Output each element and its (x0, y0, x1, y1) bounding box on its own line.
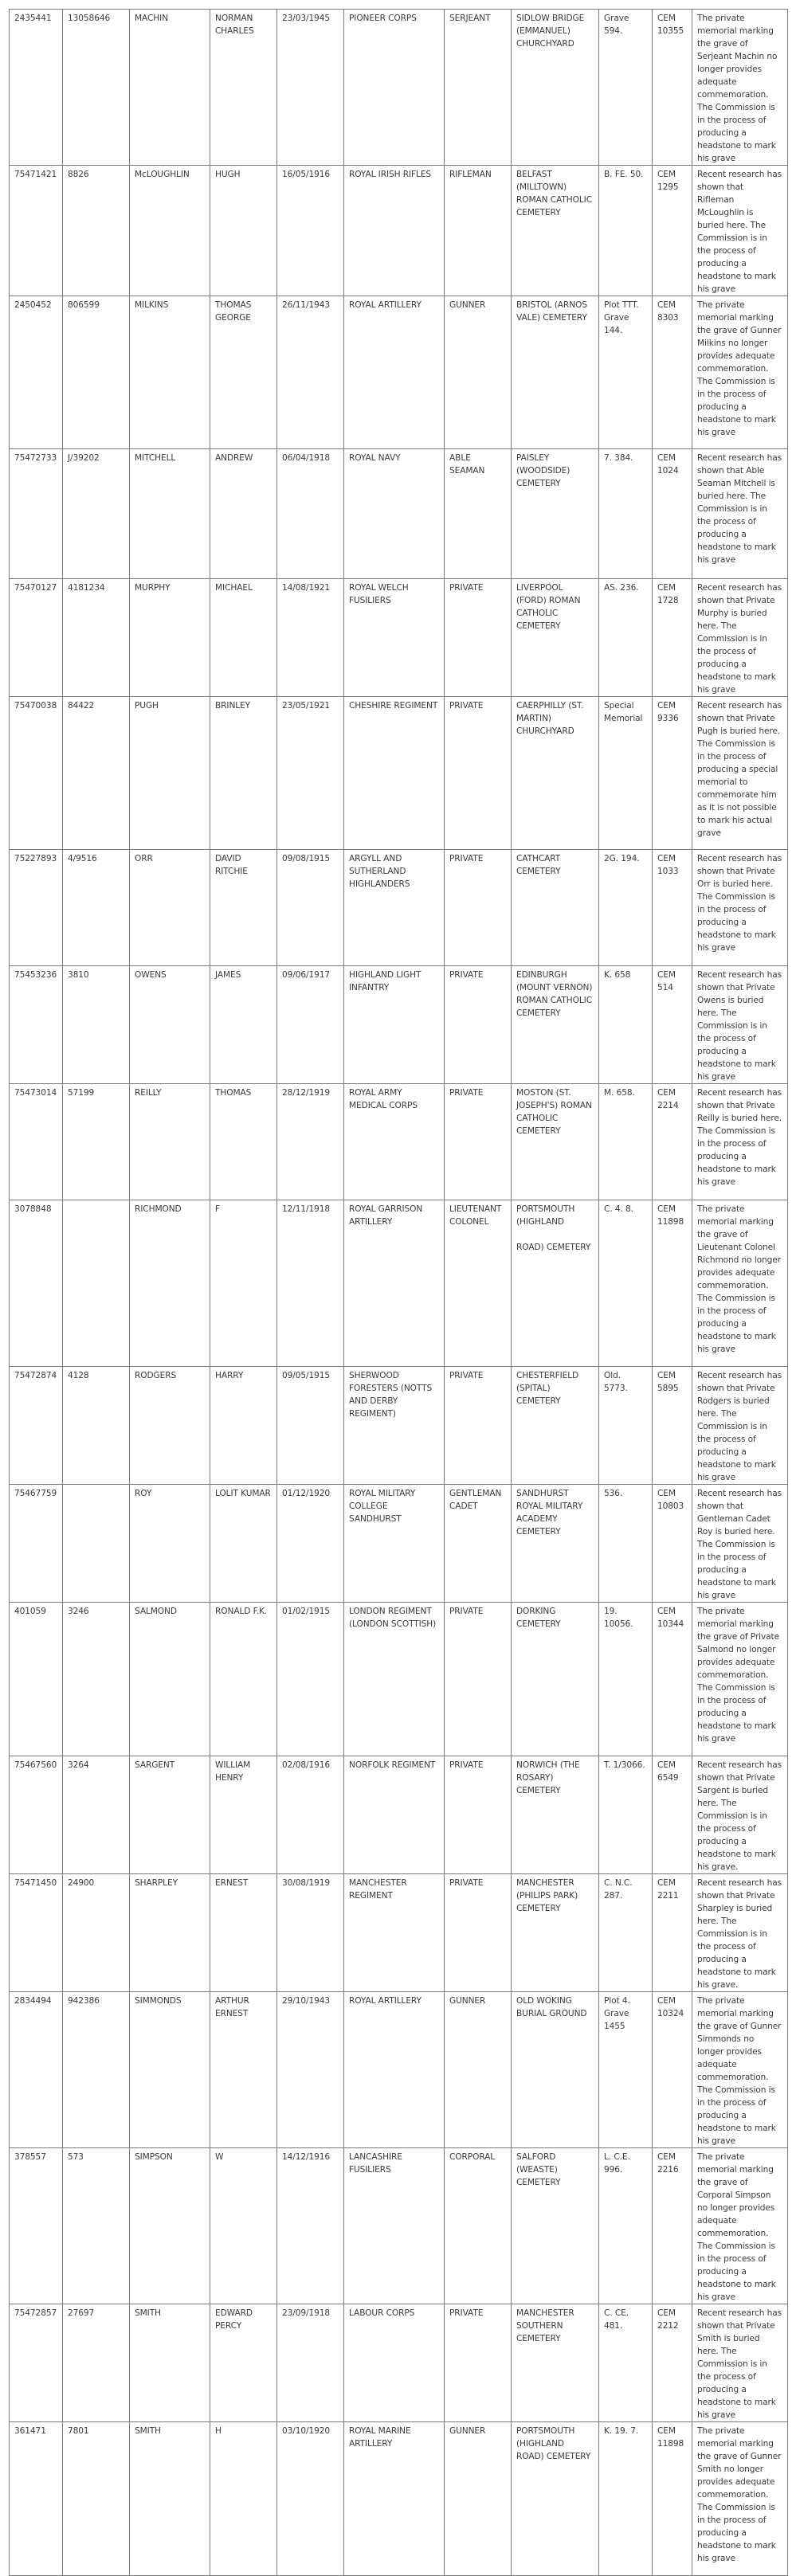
table-body (10, 10, 788, 2576)
cemetery-reference-cell: CEM 11898 (653, 2422, 692, 2576)
rank-cell: CORPORAL (445, 2148, 512, 2304)
casualty-id-cell: 75471450 (10, 1874, 63, 1992)
date-of-death-cell: 03/10/1920 (277, 2422, 344, 2576)
cemetery-reference-cell: CEM 2212 (653, 2304, 692, 2422)
notes-cell: Recent research has shown that Private Murphy is buried here. The Commission is in the process of producing a headstone to mark his grave (692, 579, 788, 697)
date-of-death-cell: 23/09/1918 (277, 2304, 344, 2422)
notes-cell: Recent research has shown that Private Reilly is buried here. The Commission is in the process of producing a headstone to mark his grave (692, 1084, 788, 1200)
cemetery-reference-cell: CEM 2214 (653, 1084, 692, 1200)
date-of-death-cell: 29/10/1943 (277, 1992, 344, 2148)
casualty-id-cell: 2834494 (10, 1992, 63, 2148)
service-number-cell (63, 1200, 130, 1367)
casualty-id-cell: 75227893 (10, 850, 63, 966)
table-row (10, 579, 788, 697)
service-number-cell: 4128 (63, 1367, 130, 1485)
service-number-cell: 84422 (63, 697, 130, 850)
cemetery-cell: MANCHESTER SOUTHERN CEMETERY (512, 2304, 599, 2422)
table-row (10, 166, 788, 296)
grave-reference-cell: B. FE. 50. (599, 166, 653, 296)
casualty-id-cell: 75473014 (10, 1084, 63, 1200)
cemetery-reference-cell: CEM 2216 (653, 2148, 692, 2304)
cemetery-reference-cell: CEM 2211 (653, 1874, 692, 1992)
casualty-id-cell: 401059 (10, 1603, 63, 1756)
grave-reference-cell: Plot TTT. Grave 144. (599, 296, 653, 449)
forenames-cell: JAMES (210, 966, 277, 1084)
regiment-cell: SHERWOOD FORESTERS (NOTTS AND DERBY REGIMENT) (344, 1367, 445, 1485)
forenames-cell: THOMAS (210, 1084, 277, 1200)
surname-cell: SMITH (130, 2304, 210, 2422)
rank-cell: GUNNER (445, 1992, 512, 2148)
grave-reference-cell: Plot 4. Grave 1455 (599, 1992, 653, 2148)
table-row (10, 1485, 788, 1603)
table-row (10, 2422, 788, 2576)
notes-cell: Recent research has shown that Private Rodgers is buried here. The Commission is in the process of producing a headstone to mark his grave (692, 1367, 788, 1485)
service-number-cell: 942386 (63, 1992, 130, 2148)
surname-cell: MILKINS (130, 296, 210, 449)
date-of-death-cell: 12/11/1918 (277, 1200, 344, 1367)
casualty-id-cell: 3078848 (10, 1200, 63, 1367)
grave-reference-cell: C. 4. 8. (599, 1200, 653, 1367)
forenames-cell: DAVID RITCHIE (210, 850, 277, 966)
table-row (10, 296, 788, 449)
surname-cell: PUGH (130, 697, 210, 850)
casualty-id-cell: 75467759 (10, 1485, 63, 1603)
service-number-cell: 4181234 (63, 579, 130, 697)
cemetery-reference-cell: CEM 10324 (653, 1992, 692, 2148)
service-number-cell: 27697 (63, 2304, 130, 2422)
notes-cell: The private memorial marking the grave of Gunner Simmonds no longer provides adequate commemoration. The Commission is in the process of producing a headstone to mark his grave (692, 1992, 788, 2148)
regiment-cell: LONDON REGIMENT (LONDON SCOTTISH) (344, 1603, 445, 1756)
date-of-death-cell: 14/08/1921 (277, 579, 344, 697)
surname-cell: SIMMONDS (130, 1992, 210, 2148)
rank-cell: PRIVATE (445, 1603, 512, 1756)
rank-cell: GENTLEMAN CADET (445, 1485, 512, 1603)
regiment-cell: ROYAL ARTILLERY (344, 296, 445, 449)
surname-cell: SALMOND (130, 1603, 210, 1756)
service-number-cell: 7801 (63, 2422, 130, 2576)
cemetery-cell: CATHCART CEMETERY (512, 850, 599, 966)
casualty-id-cell: 361471 (10, 2422, 63, 2576)
regiment-cell: ROYAL GARRISON ARTILLERY (344, 1200, 445, 1367)
date-of-death-cell: 28/12/1919 (277, 1084, 344, 1200)
date-of-death-cell: 23/05/1921 (277, 697, 344, 850)
rank-cell: PRIVATE (445, 579, 512, 697)
grave-reference-cell: M. 658. (599, 1084, 653, 1200)
date-of-death-cell: 09/08/1915 (277, 850, 344, 966)
table-row (10, 10, 788, 166)
table-row (10, 697, 788, 850)
forenames-cell: WILLIAM HENRY (210, 1756, 277, 1874)
notes-cell: Recent research has shown that Private Pugh is buried here. The Commission is in the process of producing a special memorial to commemorate him as it is not possible to mark his actual grave (692, 697, 788, 850)
service-number-cell: 4/9516 (63, 850, 130, 966)
date-of-death-cell: 16/05/1916 (277, 166, 344, 296)
casualty-id-cell: 75471421 (10, 166, 63, 296)
surname-cell: MACHIN (130, 10, 210, 166)
rank-cell: PRIVATE (445, 697, 512, 850)
grave-reference-cell: C. CE. 481. (599, 2304, 653, 2422)
casualty-id-cell: 75470127 (10, 579, 63, 697)
forenames-cell: BRINLEY (210, 697, 277, 850)
cemetery-reference-cell: CEM 5895 (653, 1367, 692, 1485)
table-row (10, 850, 788, 966)
casualty-id-cell: 75453236 (10, 966, 63, 1084)
forenames-cell: NORMAN CHARLES (210, 10, 277, 166)
casualty-id-cell: 75467560 (10, 1756, 63, 1874)
casualty-id-cell: 75472874 (10, 1367, 63, 1485)
cemetery-reference-cell: CEM 514 (653, 966, 692, 1084)
service-number-cell: 57199 (63, 1084, 130, 1200)
table-row (10, 1756, 788, 1874)
forenames-cell: EDWARD PERCY (210, 2304, 277, 2422)
rank-cell: ABLE SEAMAN (445, 449, 512, 579)
regiment-cell: LABOUR CORPS (344, 2304, 445, 2422)
rank-cell: GUNNER (445, 296, 512, 449)
surname-cell: ORR (130, 850, 210, 966)
grave-reference-cell: AS. 236. (599, 579, 653, 697)
grave-reference-cell: 2G. 194. (599, 850, 653, 966)
date-of-death-cell: 14/12/1916 (277, 2148, 344, 2304)
surname-cell: SARGENT (130, 1756, 210, 1874)
notes-cell: Recent research has shown that Able Seaman Mitchell is buried here. The Commission is in the process of producing a headstone to mark his grave (692, 449, 788, 579)
rank-cell: PRIVATE (445, 850, 512, 966)
cemetery-reference-cell: CEM 1295 (653, 166, 692, 296)
grave-reference-cell: 536. (599, 1485, 653, 1603)
cemetery-reference-cell: CEM 1024 (653, 449, 692, 579)
cemetery-cell: DORKING CEMETERY (512, 1603, 599, 1756)
surname-cell: RICHMOND (130, 1200, 210, 1367)
grave-reference-cell: Old. 5773. (599, 1367, 653, 1485)
surname-cell: MITCHELL (130, 449, 210, 579)
surname-cell: McLOUGHLIN (130, 166, 210, 296)
service-number-cell: 24900 (63, 1874, 130, 1992)
grave-reference-cell: K. 19. 7. (599, 2422, 653, 2576)
service-number-cell: 3264 (63, 1756, 130, 1874)
cemetery-cell: PAISLEY (WOODSIDE) CEMETERY (512, 449, 599, 579)
notes-cell: Recent research has shown that Gentleman Cadet Roy is buried here. The Commission is in the process of producing a headstone to mark his grave (692, 1485, 788, 1603)
regiment-cell: MANCHESTER REGIMENT (344, 1874, 445, 1992)
forenames-cell: THOMAS GEORGE (210, 296, 277, 449)
date-of-death-cell: 26/11/1943 (277, 296, 344, 449)
rank-cell: SERJEANT (445, 10, 512, 166)
grave-reference-cell: Special Memorial (599, 697, 653, 850)
cemetery-cell: MANCHESTER (PHILIPS PARK) CEMETERY (512, 1874, 599, 1992)
rank-cell: LIEUTENANT COLONEL (445, 1200, 512, 1367)
regiment-cell: NORFOLK REGIMENT (344, 1756, 445, 1874)
cemetery-cell: MOSTON (ST. JOSEPH'S) ROMAN CATHOLIC CEMETERY (512, 1084, 599, 1200)
date-of-death-cell: 01/12/1920 (277, 1485, 344, 1603)
cemetery-cell: CHESTERFIELD (SPITAL) CEMETERY (512, 1367, 599, 1485)
surname-cell: MURPHY (130, 579, 210, 697)
grave-reference-cell: Grave 594. (599, 10, 653, 166)
table-row (10, 2148, 788, 2304)
rank-cell: GUNNER (445, 2422, 512, 2576)
cemetery-cell: PORTSMOUTH (HIGHLAND ROAD) CEMETERY (512, 2422, 599, 2576)
table-row (10, 449, 788, 579)
regiment-cell: ROYAL IRISH RIFLES (344, 166, 445, 296)
cemetery-cell: SIDLOW BRIDGE (EMMANUEL) CHURCHYARD (512, 10, 599, 166)
rank-cell: PRIVATE (445, 1874, 512, 1992)
table-row (10, 1992, 788, 2148)
forenames-cell: LOLIT KUMAR (210, 1485, 277, 1603)
date-of-death-cell: 09/06/1917 (277, 966, 344, 1084)
surname-cell: REILLY (130, 1084, 210, 1200)
service-number-cell: 573 (63, 2148, 130, 2304)
surname-cell: SMITH (130, 2422, 210, 2576)
forenames-cell: W (210, 2148, 277, 2304)
grave-reference-cell: L. C.E. 996. (599, 2148, 653, 2304)
forenames-cell: RONALD F.K. (210, 1603, 277, 1756)
table-row (10, 1084, 788, 1200)
notes-cell: The private memorial marking the grave of Lieutenant Colonel Richmond no longer provides adequate commemoration. The Commission is in the process of producing a headstone to mark his grave (692, 1200, 788, 1367)
service-number-cell: 3246 (63, 1603, 130, 1756)
surname-cell: RODGERS (130, 1367, 210, 1485)
grave-reference-cell: C. N.C. 287. (599, 1874, 653, 1992)
notes-cell: Recent research has shown that Private Orr is buried here. The Commission is in the process of producing a headstone to mark his grave (692, 850, 788, 966)
date-of-death-cell: 01/02/1915 (277, 1603, 344, 1756)
regiment-cell: ROYAL NAVY (344, 449, 445, 579)
regiment-cell: HIGHLAND LIGHT INFANTRY (344, 966, 445, 1084)
table-row (10, 1200, 788, 1367)
cemetery-cell: BRISTOL (ARNOS VALE) CEMETERY (512, 296, 599, 449)
forenames-cell: H (210, 2422, 277, 2576)
casualty-id-cell: 2435441 (10, 10, 63, 166)
cemetery-reference-cell: CEM 10355 (653, 10, 692, 166)
notes-cell: The private memorial marking the grave of Serjeant Machin no longer provides adequate commemoration. The Commission is in the process of producing a headstone to mark his grave (692, 10, 788, 166)
notes-cell: Recent research has shown that Private Sargent is buried here. The Commission is in the process of producing a headstone to mark his grave. (692, 1756, 788, 1874)
forenames-cell: MICHAEL (210, 579, 277, 697)
rank-cell: PRIVATE (445, 1367, 512, 1485)
casualty-id-cell: 75472733 (10, 449, 63, 579)
cemetery-cell: SANDHURST ROYAL MILITARY ACADEMY CEMETERY (512, 1485, 599, 1603)
service-number-cell: J/39202 (63, 449, 130, 579)
cemetery-cell: EDINBURGH (MOUNT VERNON) ROMAN CATHOLIC CEMETERY (512, 966, 599, 1084)
table-row (10, 1603, 788, 1756)
forenames-cell: ANDREW (210, 449, 277, 579)
casualty-records-table (9, 9, 788, 2576)
rank-cell: RIFLEMAN (445, 166, 512, 296)
cemetery-cell: PORTSMOUTH (HIGHLAND ROAD) CEMETERY (512, 1200, 599, 1367)
date-of-death-cell: 02/08/1916 (277, 1756, 344, 1874)
notes-cell: The private memorial marking the grave of Gunner Milkins no longer provides adequate commemoration. The Commission is in the process of producing a headstone to mark his grave (692, 296, 788, 449)
regiment-cell: ROYAL ARTILLERY (344, 1992, 445, 2148)
forenames-cell: HUGH (210, 166, 277, 296)
cemetery-cell: CAERPHILLY (ST. MARTIN) CHURCHYARD (512, 697, 599, 850)
regiment-cell: ROYAL ARMY MEDICAL CORPS (344, 1084, 445, 1200)
regiment-cell: PIONEER CORPS (344, 10, 445, 166)
notes-cell: Recent research has shown that Private Smith is buried here. The Commission is in the process of producing a headstone to mark his grave (692, 2304, 788, 2422)
grave-reference-cell: T. 1/3066. (599, 1756, 653, 1874)
date-of-death-cell: 09/05/1915 (277, 1367, 344, 1485)
cemetery-cell: SALFORD (WEASTE) CEMETERY (512, 2148, 599, 2304)
cemetery-cell: LIVERPOOL (FORD) ROMAN CATHOLIC CEMETERY (512, 579, 599, 697)
cemetery-reference-cell: CEM 8303 (653, 296, 692, 449)
surname-cell: OWENS (130, 966, 210, 1084)
notes-cell: The private memorial marking the grave of Corporal Simpson no longer provides adequate commemoration. The Commission is in the process of producing a headstone to mark his grave (692, 2148, 788, 2304)
regiment-cell: ROYAL WELCH FUSILIERS (344, 579, 445, 697)
cemetery-reference-cell: CEM 1728 (653, 579, 692, 697)
forenames-cell: ERNEST (210, 1874, 277, 1992)
service-number-cell (63, 1485, 130, 1603)
grave-reference-cell: 7. 384. (599, 449, 653, 579)
cemetery-reference-cell: CEM 6549 (653, 1756, 692, 1874)
regiment-cell: ROYAL MILITARY COLLEGE SANDHURST (344, 1485, 445, 1603)
casualty-id-cell: 378557 (10, 2148, 63, 2304)
regiment-cell: CHESHIRE REGIMENT (344, 697, 445, 850)
cemetery-reference-cell: CEM 11898 (653, 1200, 692, 1367)
notes-cell: Recent research has shown that Private Sharpley is buried here. The Commission is in the process of producing a headstone to mark his grave. (692, 1874, 788, 1992)
date-of-death-cell: 06/04/1918 (277, 449, 344, 579)
forenames-cell: HARRY (210, 1367, 277, 1485)
grave-reference-cell: 19. 10056. (599, 1603, 653, 1756)
table-row (10, 1367, 788, 1485)
regiment-cell: ARGYLL AND SUTHERLAND HIGHLANDERS (344, 850, 445, 966)
notes-cell: The private memorial marking the grave of Gunner Smith no longer provides adequate commemoration. The Commission is in the process of producing a headstone to mark his grave (692, 2422, 788, 2576)
rank-cell: PRIVATE (445, 1084, 512, 1200)
cemetery-reference-cell: CEM 9336 (653, 697, 692, 850)
cemetery-cell: OLD WOKING BURIAL GROUND (512, 1992, 599, 2148)
service-number-cell: 3810 (63, 966, 130, 1084)
rank-cell: PRIVATE (445, 966, 512, 1084)
casualty-id-cell: 2450452 (10, 296, 63, 449)
cemetery-cell: BELFAST (MILLTOWN) ROMAN CATHOLIC CEMETERY (512, 166, 599, 296)
service-number-cell: 13058646 (63, 10, 130, 166)
cemetery-cell: NORWICH (THE ROSARY) CEMETERY (512, 1756, 599, 1874)
surname-cell: ROY (130, 1485, 210, 1603)
cemetery-reference-cell: CEM 10803 (653, 1485, 692, 1603)
regiment-cell: ROYAL MARINE ARTILLERY (344, 2422, 445, 2576)
table-row (10, 2304, 788, 2422)
cemetery-reference-cell: CEM 1033 (653, 850, 692, 966)
date-of-death-cell: 30/08/1919 (277, 1874, 344, 1992)
surname-cell: SIMPSON (130, 2148, 210, 2304)
regiment-cell: LANCASHIRE FUSILIERS (344, 2148, 445, 2304)
casualty-id-cell: 75470038 (10, 697, 63, 850)
grave-reference-cell: K. 658 (599, 966, 653, 1084)
surname-cell: SHARPLEY (130, 1874, 210, 1992)
casualty-id-cell: 75472857 (10, 2304, 63, 2422)
date-of-death-cell: 23/03/1945 (277, 10, 344, 166)
cemetery-reference-cell: CEM 10344 (653, 1603, 692, 1756)
forenames-cell: ARTHUR ERNEST (210, 1992, 277, 2148)
rank-cell: PRIVATE (445, 1756, 512, 1874)
notes-cell: Recent research has shown that Private Owens is buried here. The Commission is in the process of producing a headstone to mark his grave (692, 966, 788, 1084)
service-number-cell: 806599 (63, 296, 130, 449)
service-number-cell: 8826 (63, 166, 130, 296)
notes-cell: Recent research has shown that Rifleman McLoughlin is buried here. The Commission is in the process of producing a headstone to mark his grave (692, 166, 788, 296)
rank-cell: PRIVATE (445, 2304, 512, 2422)
table-row (10, 1874, 788, 1992)
table-row (10, 966, 788, 1084)
forenames-cell: F (210, 1200, 277, 1367)
notes-cell: The private memorial marking the grave of Private Salmond no longer provides adequate commemoration. The Commission is in the process of producing a headstone to mark his grave (692, 1603, 788, 1756)
